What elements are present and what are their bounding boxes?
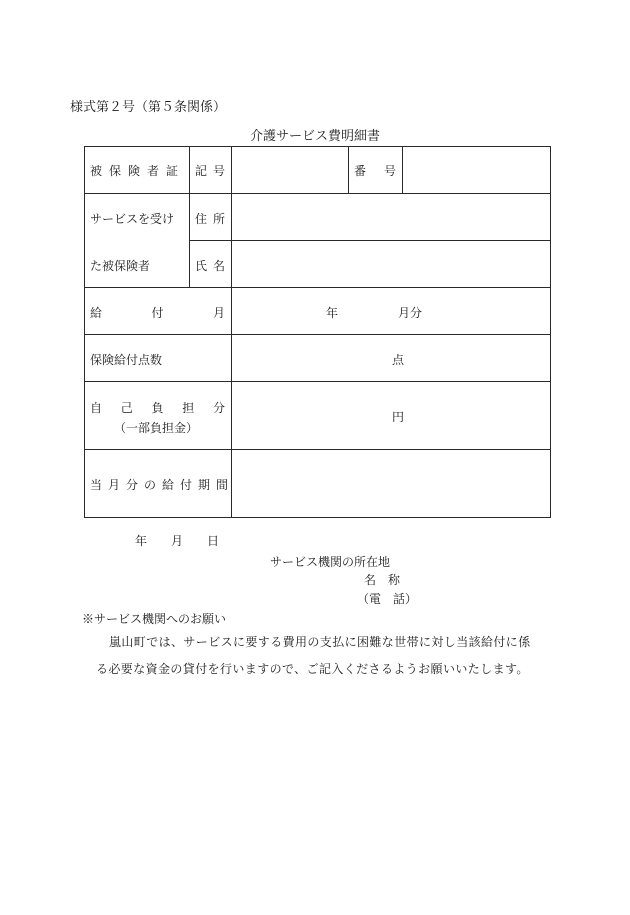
note-line-2: る必要な資金の貸付を行いますので、ご記入くださるようお願いいたします。 <box>96 662 529 676</box>
insurance-points-label: 保険給付点数 <box>90 353 163 367</box>
service-recipient-label-line1: サービスを受け <box>90 212 175 226</box>
bango-field[interactable] <box>403 147 550 193</box>
benefit-period-field[interactable] <box>232 450 550 517</box>
institution-location: サービス機関の所在地 <box>270 555 391 569</box>
insured-cert-label: 被保険者証 <box>90 164 186 178</box>
year-month-value[interactable]: 年 月分 <box>326 306 423 320</box>
document-title: 介護サービス費明細書 <box>250 129 381 144</box>
name-field[interactable] <box>232 241 550 287</box>
note-heading: ※サービス機関へのお願い <box>82 612 227 626</box>
self-pay-sub-label: （一部負担金） <box>114 421 199 435</box>
service-recipient-label-line2: た被保険者 <box>90 259 151 273</box>
form-number: 様式第２号（第５条関係） <box>70 100 227 115</box>
note-line-1: 嵐山町では、サービスに要する費用の支払に困難な世帯に対し当該給付に係 <box>109 635 531 649</box>
benefit-month-label: 給 付 月 <box>90 306 225 320</box>
institution-name: 名 称 <box>364 573 401 587</box>
kigo-label: 記号 <box>195 164 232 178</box>
bango-label: 番号 <box>354 164 415 178</box>
self-pay-label: 自 己 負 担 分 <box>90 401 225 415</box>
institution-phone: （電 話） <box>357 592 418 606</box>
address-field[interactable] <box>232 194 550 240</box>
kigo-field[interactable] <box>232 147 348 193</box>
name-label: 氏名 <box>195 259 232 273</box>
yen-unit[interactable]: 円 <box>392 410 405 424</box>
date-line[interactable]: 年 月 日 <box>135 534 220 548</box>
points-unit[interactable]: 点 <box>392 353 405 367</box>
benefit-period-label: 当月分の給付期間 <box>90 478 235 492</box>
address-label: 住所 <box>195 212 232 226</box>
